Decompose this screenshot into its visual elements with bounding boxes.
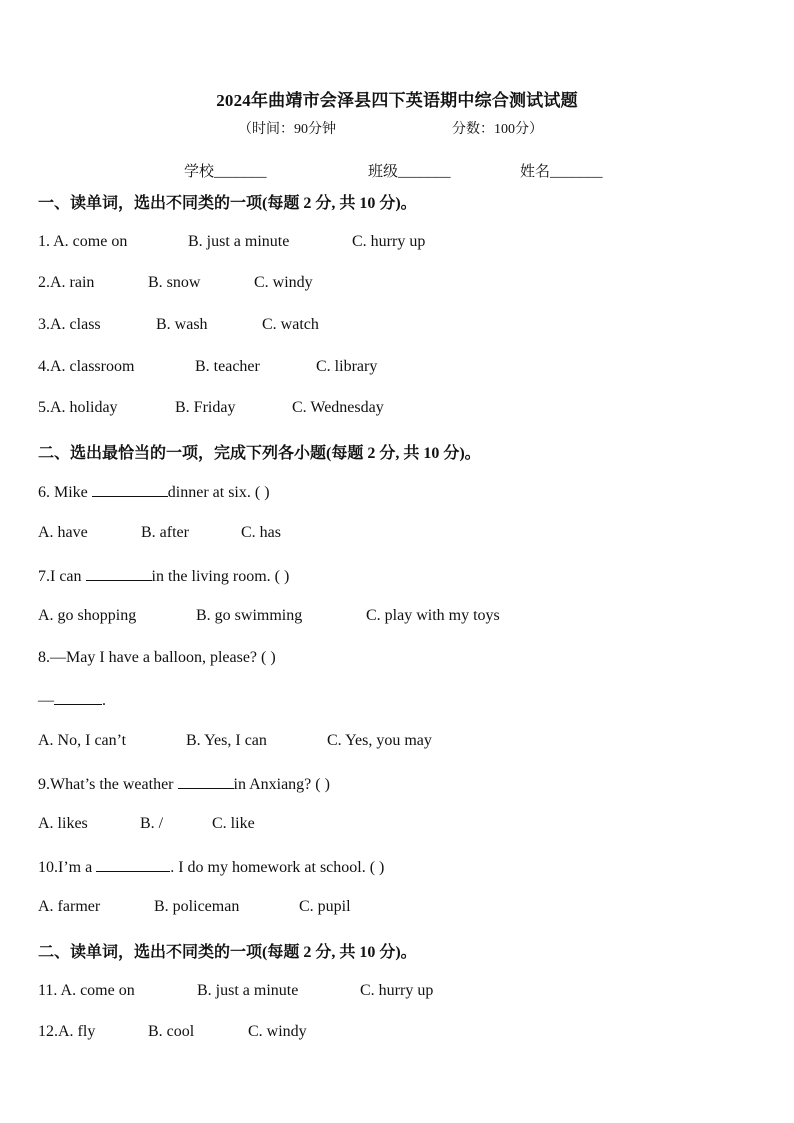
question-6-stem [38, 482, 270, 502]
question-10-options [38, 898, 351, 916]
question-1 [38, 233, 425, 251]
question-8-reply [38, 690, 106, 710]
option-a: 12.A. fly [38, 1023, 96, 1040]
answer-blank [92, 482, 168, 497]
answer-blank [86, 566, 152, 581]
option-b: B. just a minute [197, 982, 299, 999]
option-a: 3.A. class [38, 316, 101, 333]
option-a: 11. A. come on [38, 982, 135, 999]
option-b: B. Friday [175, 399, 236, 416]
question-7-options [38, 607, 500, 625]
option-c: C. watch [262, 316, 319, 333]
option-a: 1. A. come on [38, 233, 128, 250]
option-b: B. / [140, 815, 164, 832]
option-c: C. Wednesday [292, 399, 384, 416]
school-field: 学校_______ [184, 164, 267, 180]
reply-dash: — [38, 692, 54, 709]
stem-start: 9.What’s the weather [38, 776, 174, 793]
option-b: B. cool [148, 1023, 195, 1040]
question-4 [38, 358, 377, 376]
question-3 [38, 316, 319, 334]
option-a: A. go shopping [38, 607, 137, 624]
option-a: 4.A. classroom [38, 358, 135, 375]
stem-start: 6. Mike [38, 484, 88, 501]
option-c: C. hurry up [352, 233, 426, 250]
option-c: C. windy [248, 1023, 307, 1040]
stem-end: dinner at six. ( ) [167, 484, 270, 501]
answer-blank [178, 774, 234, 789]
option-c: C. play with my toys [366, 607, 500, 624]
option-b: B. go swimming [196, 607, 303, 624]
class-field: 班级_______ [368, 164, 451, 180]
option-c: C. hurry up [360, 982, 434, 999]
question-12 [38, 1023, 307, 1041]
option-a: 5.A. holiday [38, 399, 118, 416]
question-9-stem [38, 774, 330, 794]
answer-blank [54, 690, 102, 705]
question-9-options [38, 815, 255, 833]
option-c: C. windy [254, 274, 313, 291]
page-title: 2024年曲靖市会泽县四下英语期中综合测试试题 [216, 91, 578, 110]
option-a: A. No, I can’t [38, 732, 127, 749]
total-score: 分数：100分） [452, 122, 543, 137]
option-c: C. Yes, you may [327, 732, 432, 749]
question-7-stem [38, 566, 289, 586]
question-8-stem: 8.—May I have a balloon, please? ( ) [38, 649, 276, 666]
option-a: A. farmer [38, 898, 101, 915]
question-2 [38, 274, 313, 292]
question-8-options [38, 732, 432, 750]
option-c: C. library [316, 358, 378, 375]
answer-blank [96, 857, 170, 872]
option-b: B. Yes, I can [186, 732, 267, 749]
section-heading-2: 二、选出最恰当的一项，完成下列各小题(每题 2 分, 共 10 分)。 [38, 445, 481, 462]
stem-end: . I do my homework at school. ( ) [170, 859, 385, 876]
option-b: B. teacher [195, 358, 260, 375]
option-b: B. just a minute [188, 233, 290, 250]
option-a: 2.A. rain [38, 274, 95, 291]
stem-end: in Anxiang? ( ) [233, 776, 330, 793]
option-b: B. snow [148, 274, 201, 291]
option-b: B. after [141, 524, 189, 541]
option-c: C. like [212, 815, 255, 832]
option-a: A. have [38, 524, 88, 541]
option-c: C. has [241, 524, 281, 541]
name-field: 姓名_______ [520, 164, 603, 180]
stem-start: 10.I’m a [38, 859, 93, 876]
option-c: C. pupil [299, 898, 351, 915]
section-heading-1: 一、读单词，选出不同类的一项(每题 2 分, 共 10 分)。 [38, 195, 417, 212]
reply-end: . [102, 692, 106, 709]
option-b: B. wash [156, 316, 208, 333]
stem-start: 7.I can [38, 568, 82, 585]
section-heading-3: 二、读单词，选出不同类的一项(每题 2 分, 共 10 分)。 [38, 944, 417, 961]
question-11 [38, 982, 433, 1000]
option-b: B. policeman [154, 898, 240, 915]
question-5 [38, 399, 384, 417]
stem-end: in the living room. ( ) [151, 568, 290, 585]
question-6-options [38, 524, 281, 542]
option-a: A. likes [38, 815, 88, 832]
time-limit: （时间：90分钟 [238, 122, 336, 137]
question-10-stem [38, 857, 384, 877]
